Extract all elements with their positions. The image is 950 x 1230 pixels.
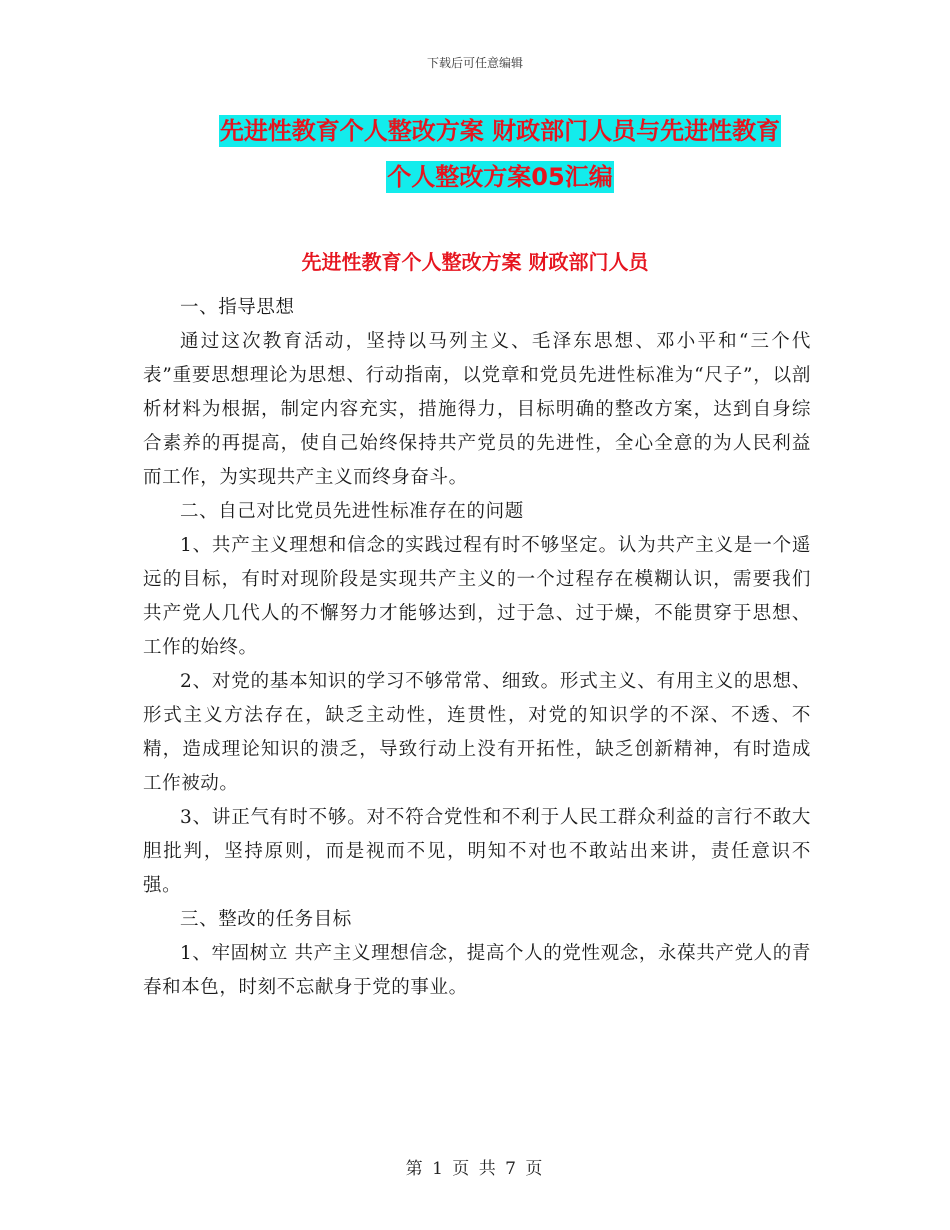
heading-problems: 二、自己对比党员先进性标准存在的问题 — [180, 501, 524, 522]
heading-guiding-ideology: 一、指导思想 — [180, 297, 295, 318]
page-footer: 第 1 页 共 7 页 — [405, 1159, 545, 1179]
document-title — [140, 108, 860, 200]
document-body — [143, 291, 811, 1005]
section-title: 先进性教育个人整改方案 财政部门人员 — [301, 250, 649, 274]
paragraph: 1、牢固树立 共产主义理想信念，提高个人的党性观念，永葆共产党人的青春和本色，时刻不忘献身于党的事业。 — [143, 943, 811, 998]
header-note: 下载后可任意编辑 — [426, 56, 523, 70]
paragraph: 通过这次教育活动，坚持以马列主义、毛泽东思想、邓小平和“三个代表”重要思想理论为思想、行动指南，以党章和党员先进性标准为“尺子”，以剖析材料为根据，制定内容充实，措施得力，目标明确的整改方案，达到自身综合素养的再提高，使自己始终保持共产党员的先进性，全心全意的为人民利益而工作，为实现共产主义而终身奋斗。 — [143, 331, 811, 488]
paragraph: 2、对党的基本知识的学习不够常常、细致。形式主义、有用主义的思想、形式主义方法存在，缺乏主动性，连贯性，对党的知识学的不深、不透、不精，造成理论知识的溃乏，导致行动上没有开拓性，缺乏创新精神，有时造成工作被动。 — [143, 671, 811, 794]
title-line-1: 先进性教育个人整改方案 财政部门人员与先进性教育 — [219, 117, 781, 145]
paragraph: 3、讲正气有时不够。对不符合党性和不利于人民工群众利益的言行不敢大胆批判，坚持原则，而是视而不见，明知不对也不敢站出来讲，责任意识不强。 — [143, 807, 811, 896]
heading-rectification-goals: 三、整改的任务目标 — [180, 909, 352, 930]
paragraph: 1、共产主义理想和信念的实践过程有时不够坚定。认为共产主义是一个遥远的目标，有时对现阶段是实现共产主义的一个过程存在模糊认识，需要我们共产党人几代人的不懈努力才能够达到，过于急、过于燥，不能贯穿于思想、工作的始终。 — [143, 535, 811, 658]
title-line-2: 个人整改方案05汇编 — [387, 163, 613, 191]
